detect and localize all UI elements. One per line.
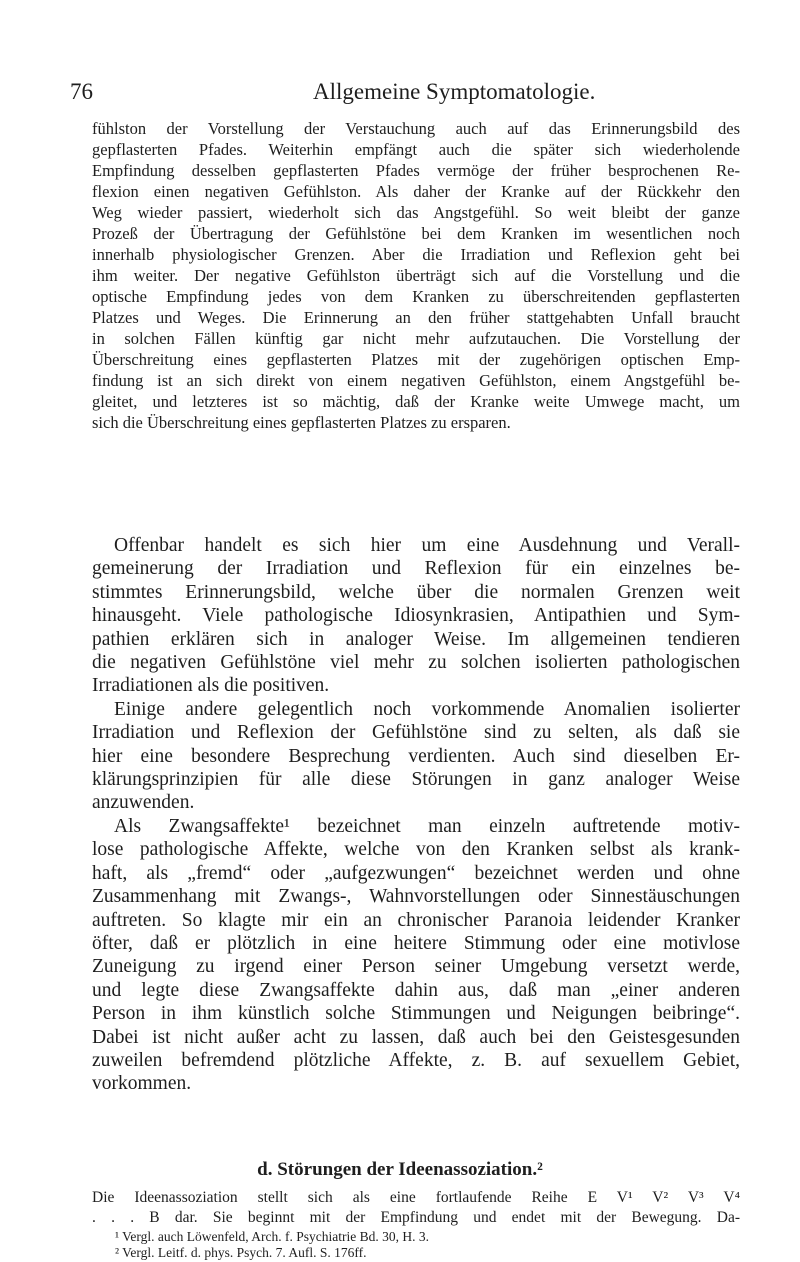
text-line: haft, als „fremd“ oder „aufgezwungen“ bezeichnet werden und ohne bbox=[92, 862, 740, 884]
text-line: klärungsprinzipien für alle diese Störungen in ganz analoger Weise bbox=[92, 769, 740, 791]
text-line: Weg wieder passiert, wiederholt sich das Angstgefühl. So weit bleibt der ganze bbox=[92, 203, 740, 222]
text-line: öfter, daß er plötzlich in eine heitere Stimmung oder eine motivlose bbox=[92, 932, 740, 954]
text-line: Die Ideenassoziation stellt sich als eine fortlaufende Reihe E V¹ V² V³ V⁴ bbox=[92, 1189, 740, 1206]
footnotes bbox=[115, 1229, 429, 1261]
text-line: lose pathologische Affekte, welche von den Kranken selbst als krank- bbox=[92, 839, 740, 861]
text-line: sich die Überschreitung eines gepflasterten Platzes zu ersparen. bbox=[92, 413, 511, 432]
text-line: fühlston der Vorstellung der Verstauchung auch auf das Erinnerungsbild des bbox=[92, 119, 740, 138]
text-line: Irradiationen als die positiven. bbox=[92, 675, 330, 697]
text-line: Offenbar handelt es sich hier um eine Ausdehnung und Verall- bbox=[114, 535, 740, 556]
text-line: gemeinerung der Irradiation und Reflexion für ein einzelnes be- bbox=[92, 558, 740, 580]
continued-paragraph bbox=[92, 118, 740, 433]
text-line: innerhalb physiologischer Grenzen. Aber die Irradiation und Reflexion geht bei bbox=[92, 245, 740, 264]
text-line: Überschreitung eines gepflasterten Platzes mit der zugehörigen optischen Emp- bbox=[92, 350, 740, 369]
text-line: Platzes und Weges. Die Erinnerung an den früher stattgehabten Unfall braucht bbox=[92, 308, 740, 327]
text-line: gepflasterten Pfades. Weiterhin empfängt auch die später sich wiederholende bbox=[92, 140, 740, 159]
text-line: und legte diese Zwangsaffekte dahin aus, daß man „einer anderen bbox=[92, 979, 740, 1001]
text-line: zuweilen befremdend plötzliche Affekte, z. B. auf sexuellem Gebiet, bbox=[92, 1049, 740, 1071]
text-line: anzuwenden. bbox=[92, 792, 195, 814]
footnote: ¹ Vergl. auch Löwenfeld, Arch. f. Psychiatrie Bd. 30, H. 3. bbox=[115, 1229, 429, 1244]
text-line: auftreten. So klagte mir ein an chronischer Paranoia leidender Kranker bbox=[92, 909, 740, 931]
text-line: die negativen Gefühlstöne viel mehr zu solchen isolierten pathologischen bbox=[92, 652, 740, 674]
text-line: Empfindung desselben gepflasterten Pfades vermöge der früher besprochenen Re- bbox=[92, 161, 740, 180]
page-number: 76 bbox=[70, 79, 93, 104]
text-line: flexion einen negativen Gefühlston. Als daher der Kranke auf der Rückkehr den bbox=[92, 182, 740, 201]
text-line: findung ist an sich direkt von einem negativen Gefühlston, einem Angstgefühl be- bbox=[92, 371, 740, 390]
text-line: pathien erklären sich in analoger Weise. Im allgemeinen tendieren bbox=[92, 628, 740, 650]
text-line: Irradiation und Reflexion der Gefühlstöne sind zu selten, als daß sie bbox=[92, 722, 740, 744]
running-head: Allgemeine Symptomatologie. bbox=[313, 79, 596, 104]
main-text bbox=[92, 534, 740, 1096]
section-text bbox=[92, 1188, 740, 1228]
text-line: Als Zwangsaffekte¹ bezeichnet man einzeln auftretende motiv- bbox=[114, 815, 740, 837]
footnote: ² Vergl. Leitf. d. phys. Psych. 7. Aufl. S. 176ff. bbox=[115, 1245, 367, 1260]
text-line: Zusammenhang mit Zwangs-, Wahnvorstellungen oder Sinnestäuschungen bbox=[92, 886, 740, 908]
text-line: gleitet, und letzteres ist so mächtig, daß der Kranke weite Umwege macht, um bbox=[92, 392, 740, 411]
text-line: Dabei ist nicht außer acht zu lassen, daß auch bei den Geistesgesunden bbox=[92, 1026, 740, 1048]
text-line: Einige andere gelegentlich noch vorkommende Anomalien isolierter bbox=[114, 698, 740, 720]
text-line: hinausgeht. Viele pathologische Idiosynkrasien, Antipathien und Sym- bbox=[92, 605, 740, 627]
text-line: Person in ihm künstlich solche Stimmungen und Neigungen beibringe“. bbox=[92, 1003, 740, 1025]
page-header bbox=[0, 79, 800, 109]
text-line: ihm weiter. Der negative Gefühlston überträgt sich auf die Vorstellung und die bbox=[92, 266, 740, 285]
text-line: vorkommen. bbox=[92, 1073, 192, 1095]
text-line: stimmtes Erinnerungsbild, welche über die normalen Grenzen weit bbox=[92, 581, 740, 603]
text-line: Prozeß der Übertragung der Gefühlstöne bei dem Kranken im wesentlichen noch bbox=[92, 224, 740, 243]
text-line: in solchen Fällen künftig gar nicht mehr aufzutauchen. Die Vorstellung der bbox=[92, 329, 740, 348]
section-heading: d. Störungen der Ideenassoziation.² bbox=[257, 1159, 543, 1180]
text-line: . . . B dar. Sie beginnt mit der Empfindung und endet mit der Bewegung. Da- bbox=[92, 1209, 740, 1226]
text-line: optische Empfindung jedes von dem Kranken zu überschreitenden gepflasterten bbox=[92, 287, 740, 306]
text-line: hier eine besondere Besprechung verdienten. Auch sind dieselben Er- bbox=[92, 745, 740, 767]
text-line: Zuneigung zu irgend einer Person seiner Umgebung versetzt werde, bbox=[92, 956, 740, 978]
